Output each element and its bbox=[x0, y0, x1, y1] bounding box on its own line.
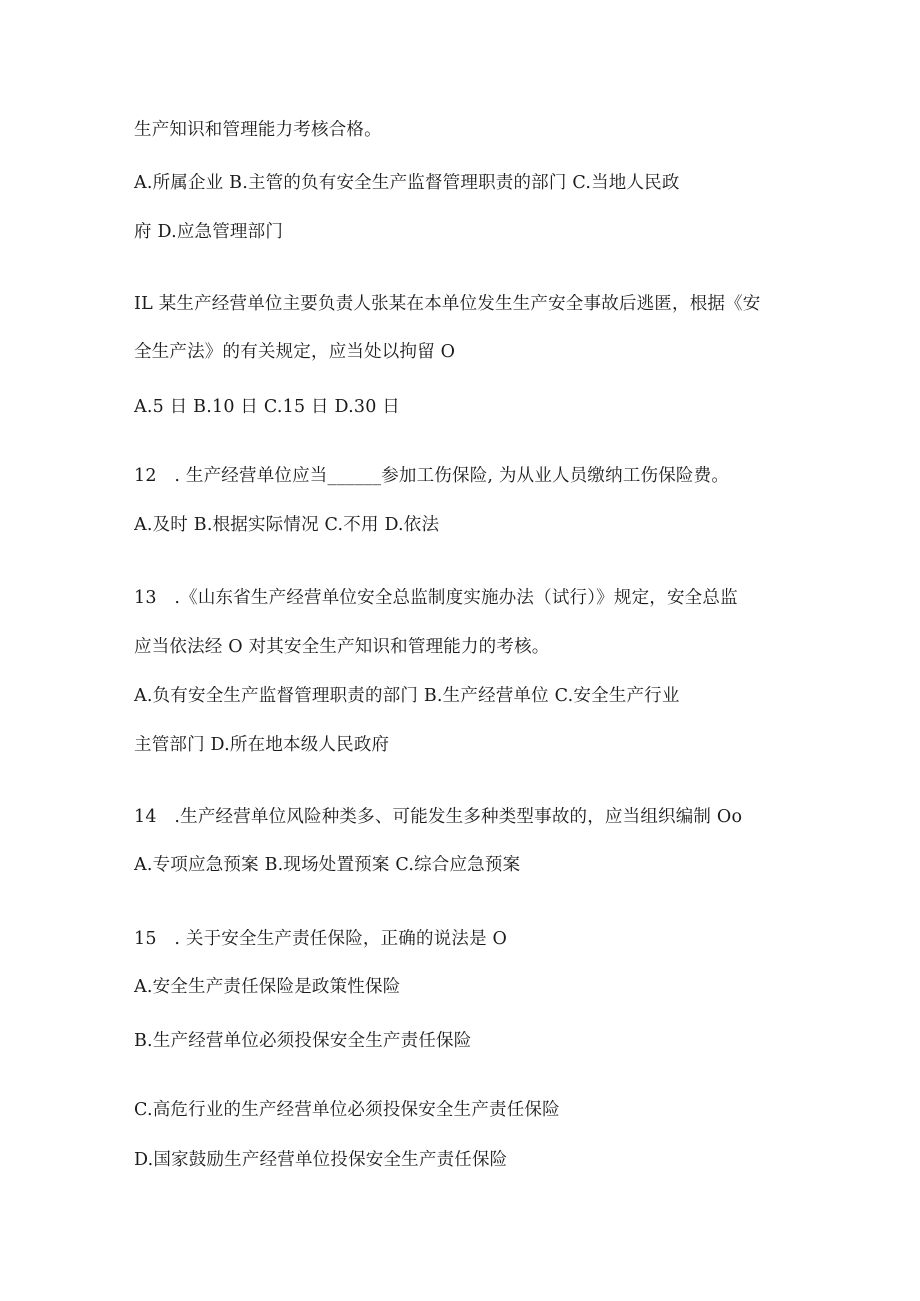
question-15-option-b: B.生产经营单位必须投保安全生产责任保险 bbox=[134, 1031, 472, 1051]
question-13-line-1: 13 .《山东省生产经营单位安全总监制度实施办法（试行）》规定，安全总监 bbox=[134, 588, 738, 608]
text-line: A.所属企业 B.主管的负有安全生产监督管理职责的部门 C.当地人民政 bbox=[134, 173, 680, 193]
question-11-options: A.5 日 B.10 日 C.15 日 D.30 日 bbox=[134, 397, 400, 417]
text-line: 府 D.应急管理部门 bbox=[134, 222, 284, 242]
question-14-options: A.专项应急预案 B.现场处置预案 C.综合应急预案 bbox=[134, 855, 521, 875]
question-15-line-1: 15 . 关于安全生产责任保险，正确的说法是 O bbox=[134, 929, 508, 949]
text-line: 生产知识和管理能力考核合格。 bbox=[134, 120, 382, 140]
question-15-option-c: C.高危行业的生产经营单位必须投保安全生产责任保险 bbox=[134, 1100, 560, 1120]
question-11-line-1: IL 某生产经营单位主要负责人张某在本单位发生生产安全事故后逃匿，根据《安 bbox=[134, 294, 761, 314]
question-12-options: A.及时 B.根据实际情况 C.不用 D.依法 bbox=[134, 515, 440, 535]
question-11-line-2: 全生产法》的有关规定，应当处以拘留 O bbox=[134, 342, 456, 362]
question-15-option-d: D.国家鼓励生产经营单位投保安全生产责任保险 bbox=[134, 1150, 508, 1170]
question-13-options-line-1: A.负有安全生产监督管理职责的部门 B.生产经营单位 C.安全生产行业 bbox=[134, 686, 680, 706]
question-12-line-1: 12 . 生产经营单位应当______参加工伤保险, 为从业人员缴纳工伤保险费。 bbox=[134, 466, 730, 486]
question-14-line-1: 14 .生产经营单位风险种类多、可能发生多种类型事故的，应当组织编制 Oo bbox=[134, 807, 743, 827]
question-15-option-a: A.安全生产责任保险是政策性保险 bbox=[134, 977, 401, 997]
question-13-options-line-2: 主管部门 D.所在地本级人民政府 bbox=[134, 735, 390, 755]
question-13-line-2: 应当依法经 O 对其安全生产知识和管理能力的考核。 bbox=[134, 637, 550, 657]
